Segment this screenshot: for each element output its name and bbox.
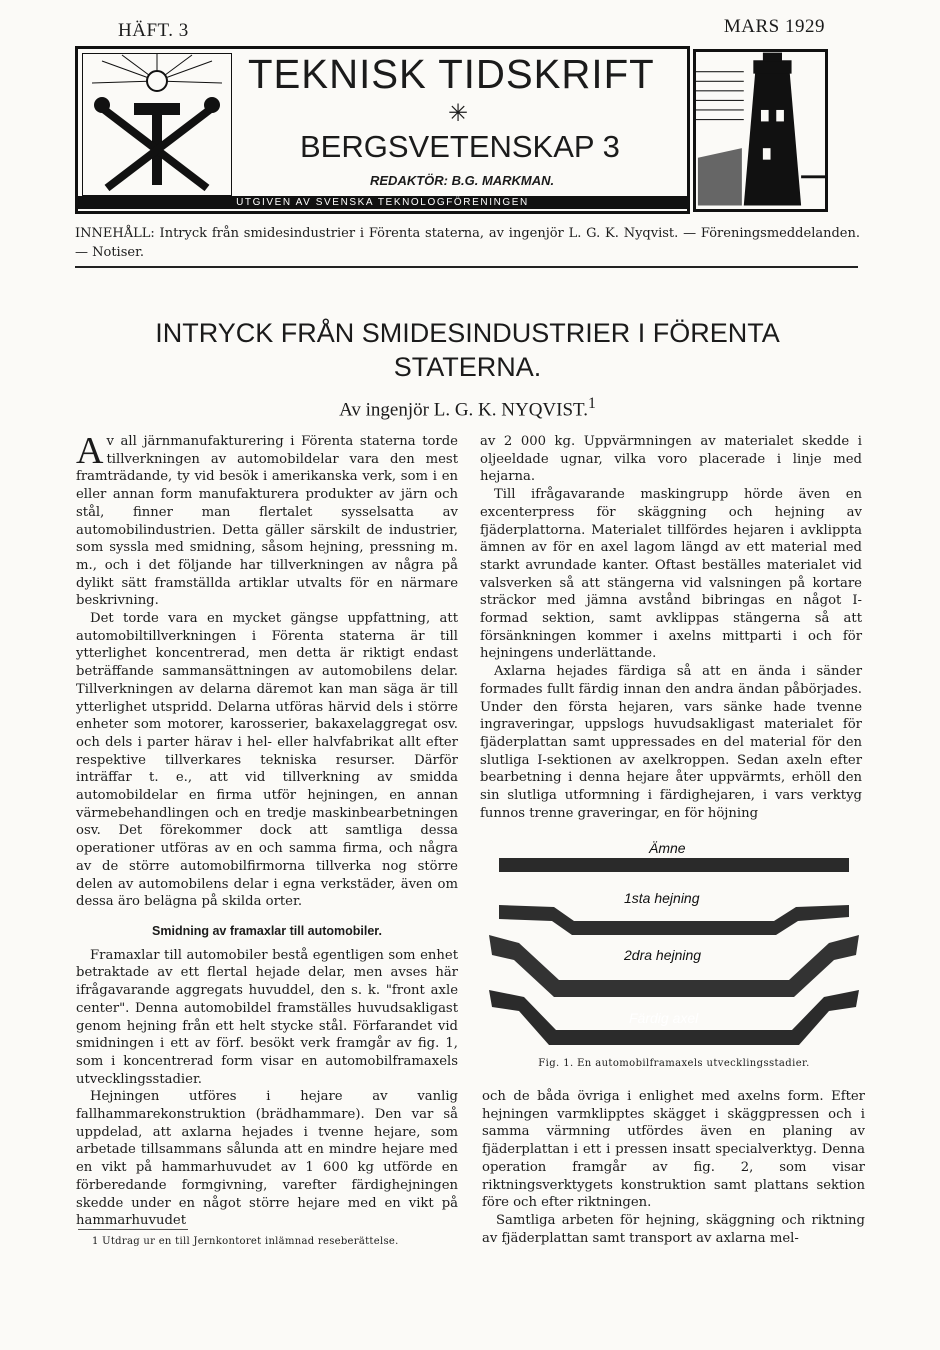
mine-tower-illustration-icon — [693, 49, 828, 212]
paragraph: Det torde vara en mycket gängse uppfattning, att automobiltillverkningen i Förenta staterna är till ytterlighet koncentrerad, men detta är riktigt endast beträffande sammansättningen av automobilens delar. Tillverkningen av delarna däremot kan man säga är till ytterlighet utspridd. Delarna utföras härvid dels i större enheter som motorer, karosserier, bakaxelaggregat osv. och dels i parter härav i hel- eller halvfabrikat allt efter respektive tillverkares tekniska resurser. Därför inträffar t. e., att vid tillverkning av smidda automobildelar en firma utför hejningen, en annan värmebehandlingen och en tredje maskinbearbetningen osv. Det förekommer dock att samtliga dessa operationer utföras av en och samma firma, och några av de större automobilfirmorna tillverka nog större delen av automobilens delar i egna verkstäder, även om dessa äro belägna på skilda orter. — [76, 611, 458, 910]
footnote-marker: 1 — [587, 395, 596, 412]
hammer-emblem-icon — [82, 53, 232, 196]
figure-caption: Fig. 1. En automobilframaxels utvecklingsstadier. — [538, 1058, 810, 1069]
paragraph: Framaxlar till automobiler bestå egentligen som enhet betraktade av ett flertal hejade delar, men avses här ifrågavarande aggregats huvuddel, den s. k. "front axle center". Denna automobildel framställes huvudsakligast genom hejning från ett helt stycke stål. Förfarandet vid smidningen i ett av förf. besökt verk framgår av fig. 1, som i koncentrerad form visar en automobilframaxels utvecklingsstadier. — [76, 947, 458, 1087]
divider — [75, 266, 858, 268]
paragraph: av 2 000 kg. Uppvärmningen av materialet skedde i oljeeldade ugnar, vilka voro placerade i linje med hejarna. — [480, 434, 862, 485]
label-first-forging: 1sta hejning — [624, 890, 700, 906]
paragraph: Samtliga arbeten för hejning, skäggning och riktning av fjäderplattan samt transport av axlarna mel- — [482, 1212, 865, 1246]
table-of-contents: INNEHÅLL: Intryck från smidesindustrier i Förenta staterna, av ingenjör L. G. K. Nyqvist. — Föreningsmeddelanden. — Notiser. — [75, 226, 860, 260]
publisher-banner: UTGIVEN AV SVENSKA TEKNOLOGFÖRENINGEN — [78, 196, 687, 209]
label-blank: Ämne — [649, 840, 686, 856]
blank-bar — [499, 858, 849, 872]
left-column — [76, 430, 458, 1230]
subheading: Smidning av framaxlar till automobiler. — [152, 923, 382, 938]
footnote: 1 Utdrag ur en till Jernkontoret inlämnad reseberättelse. — [92, 1236, 399, 1247]
drop-cap: A — [76, 430, 104, 472]
issue-number: HÄFT. 3 — [118, 20, 189, 41]
star-icon: ✳ — [448, 99, 469, 127]
journal-title: TEKNISK TIDSKRIFT — [248, 51, 655, 97]
masthead — [75, 46, 690, 214]
right-column-bottom — [482, 1088, 865, 1247]
section-title: BERGSVETENSKAP 3 — [300, 129, 620, 164]
article-title: INTRYCK FRÅN SMIDESINDUSTRIER I FÖRENTA STATERNA. — [155, 318, 780, 382]
axle-stages-figure — [484, 835, 864, 1050]
paragraph: Axlarna hejades färdiga så att en ända i sänder formades fullt färdig innan den andra ändan påbörjades. Under den första hejaren, vars sänke hade tvenne ingraveringar, uppslogs huvudsakligast materialet för fjäderplattan samt uppressades en del material för den slutliga I-sektionen av axelkroppen. Sedan axeln efter bearbetning i denna hejare åter uppvärmts, erhöll den sin slutliga utformning i färdighejaren, i vars verktyg funnos trenne graveringar, en för höjning — [480, 664, 862, 821]
paragraph: Till ifrågavarande maskingrupp hörde även en excenterpress för skäggning och hejning av fjäderplattorna. Materialet tillfördes hejaren i avklippta ämnen av för en axel lagom längd av ett material med starkt avrundade kanter. Oftast beställes materialet vid valsverken så att stängerna vid valsningen på kortare sträckor med jämna avstånd bibringas en något I-formad sektion, samt avklippas stängerna så att försänkningen kommer i axelns mittparti i och för hejningens underlättande. — [480, 487, 862, 662]
byline — [100, 395, 835, 421]
footnote-divider — [78, 1229, 188, 1230]
label-second-forging: 2dra hejning — [624, 947, 702, 963]
right-column-top — [480, 433, 862, 822]
paragraph: och de båda övriga i enlighet med axelns form. Efter hejningen varmklipptes skägget i skäggpressen och i samma värmning utfördes även en planing av fjäderplattan i ett i pressen insatt specialverktyg. Denna operation framgår av fig. 2, som visar riktningsverktygets konstruktion samt plattans sektion före och efter riktningen. — [482, 1089, 865, 1211]
label-finished-axle: Färdig axel — [629, 1010, 699, 1026]
paragraph: Av all järnmanufakturering i Förenta staterna torde tillverkningen av automobildelar vara den mest framträdande, ty vid besök i amerikanska verk, som i en eller annan form manufakturera produkter av järn och stål, finner man flertalet sysselsatta av automobilindustrien. Detta gäller särskilt de industrier, som syssla med smidning, såsom hejning, pressning m. m., och i det följande har tillverkningen av några på dylikt sätt framställda artiklar utvalts för en närmare beskrivning. — [76, 430, 458, 609]
paragraph: Hejningen utföres i hejare av vanlig fallhammarekonstruktion (brädhammare). Den var så uppdelad, att axlarna hejades i tvenne hejare, som arbetade tillsammans sålunda att en mindre hejare med en vikt på hammarhuvudet av 1 600 kg utförde en förberedande formgivning, varefter färdighejningen skedde under en något större hejare med en vikt på hammarhuvudet — [76, 1089, 458, 1229]
editor-credit: REDAKTÖR: B.G. MARKMAN. — [370, 173, 555, 188]
byline-text: Av ingenjör L. G. K. NYQVIST. — [339, 399, 588, 421]
issue-date: MARS 1929 — [723, 16, 825, 37]
